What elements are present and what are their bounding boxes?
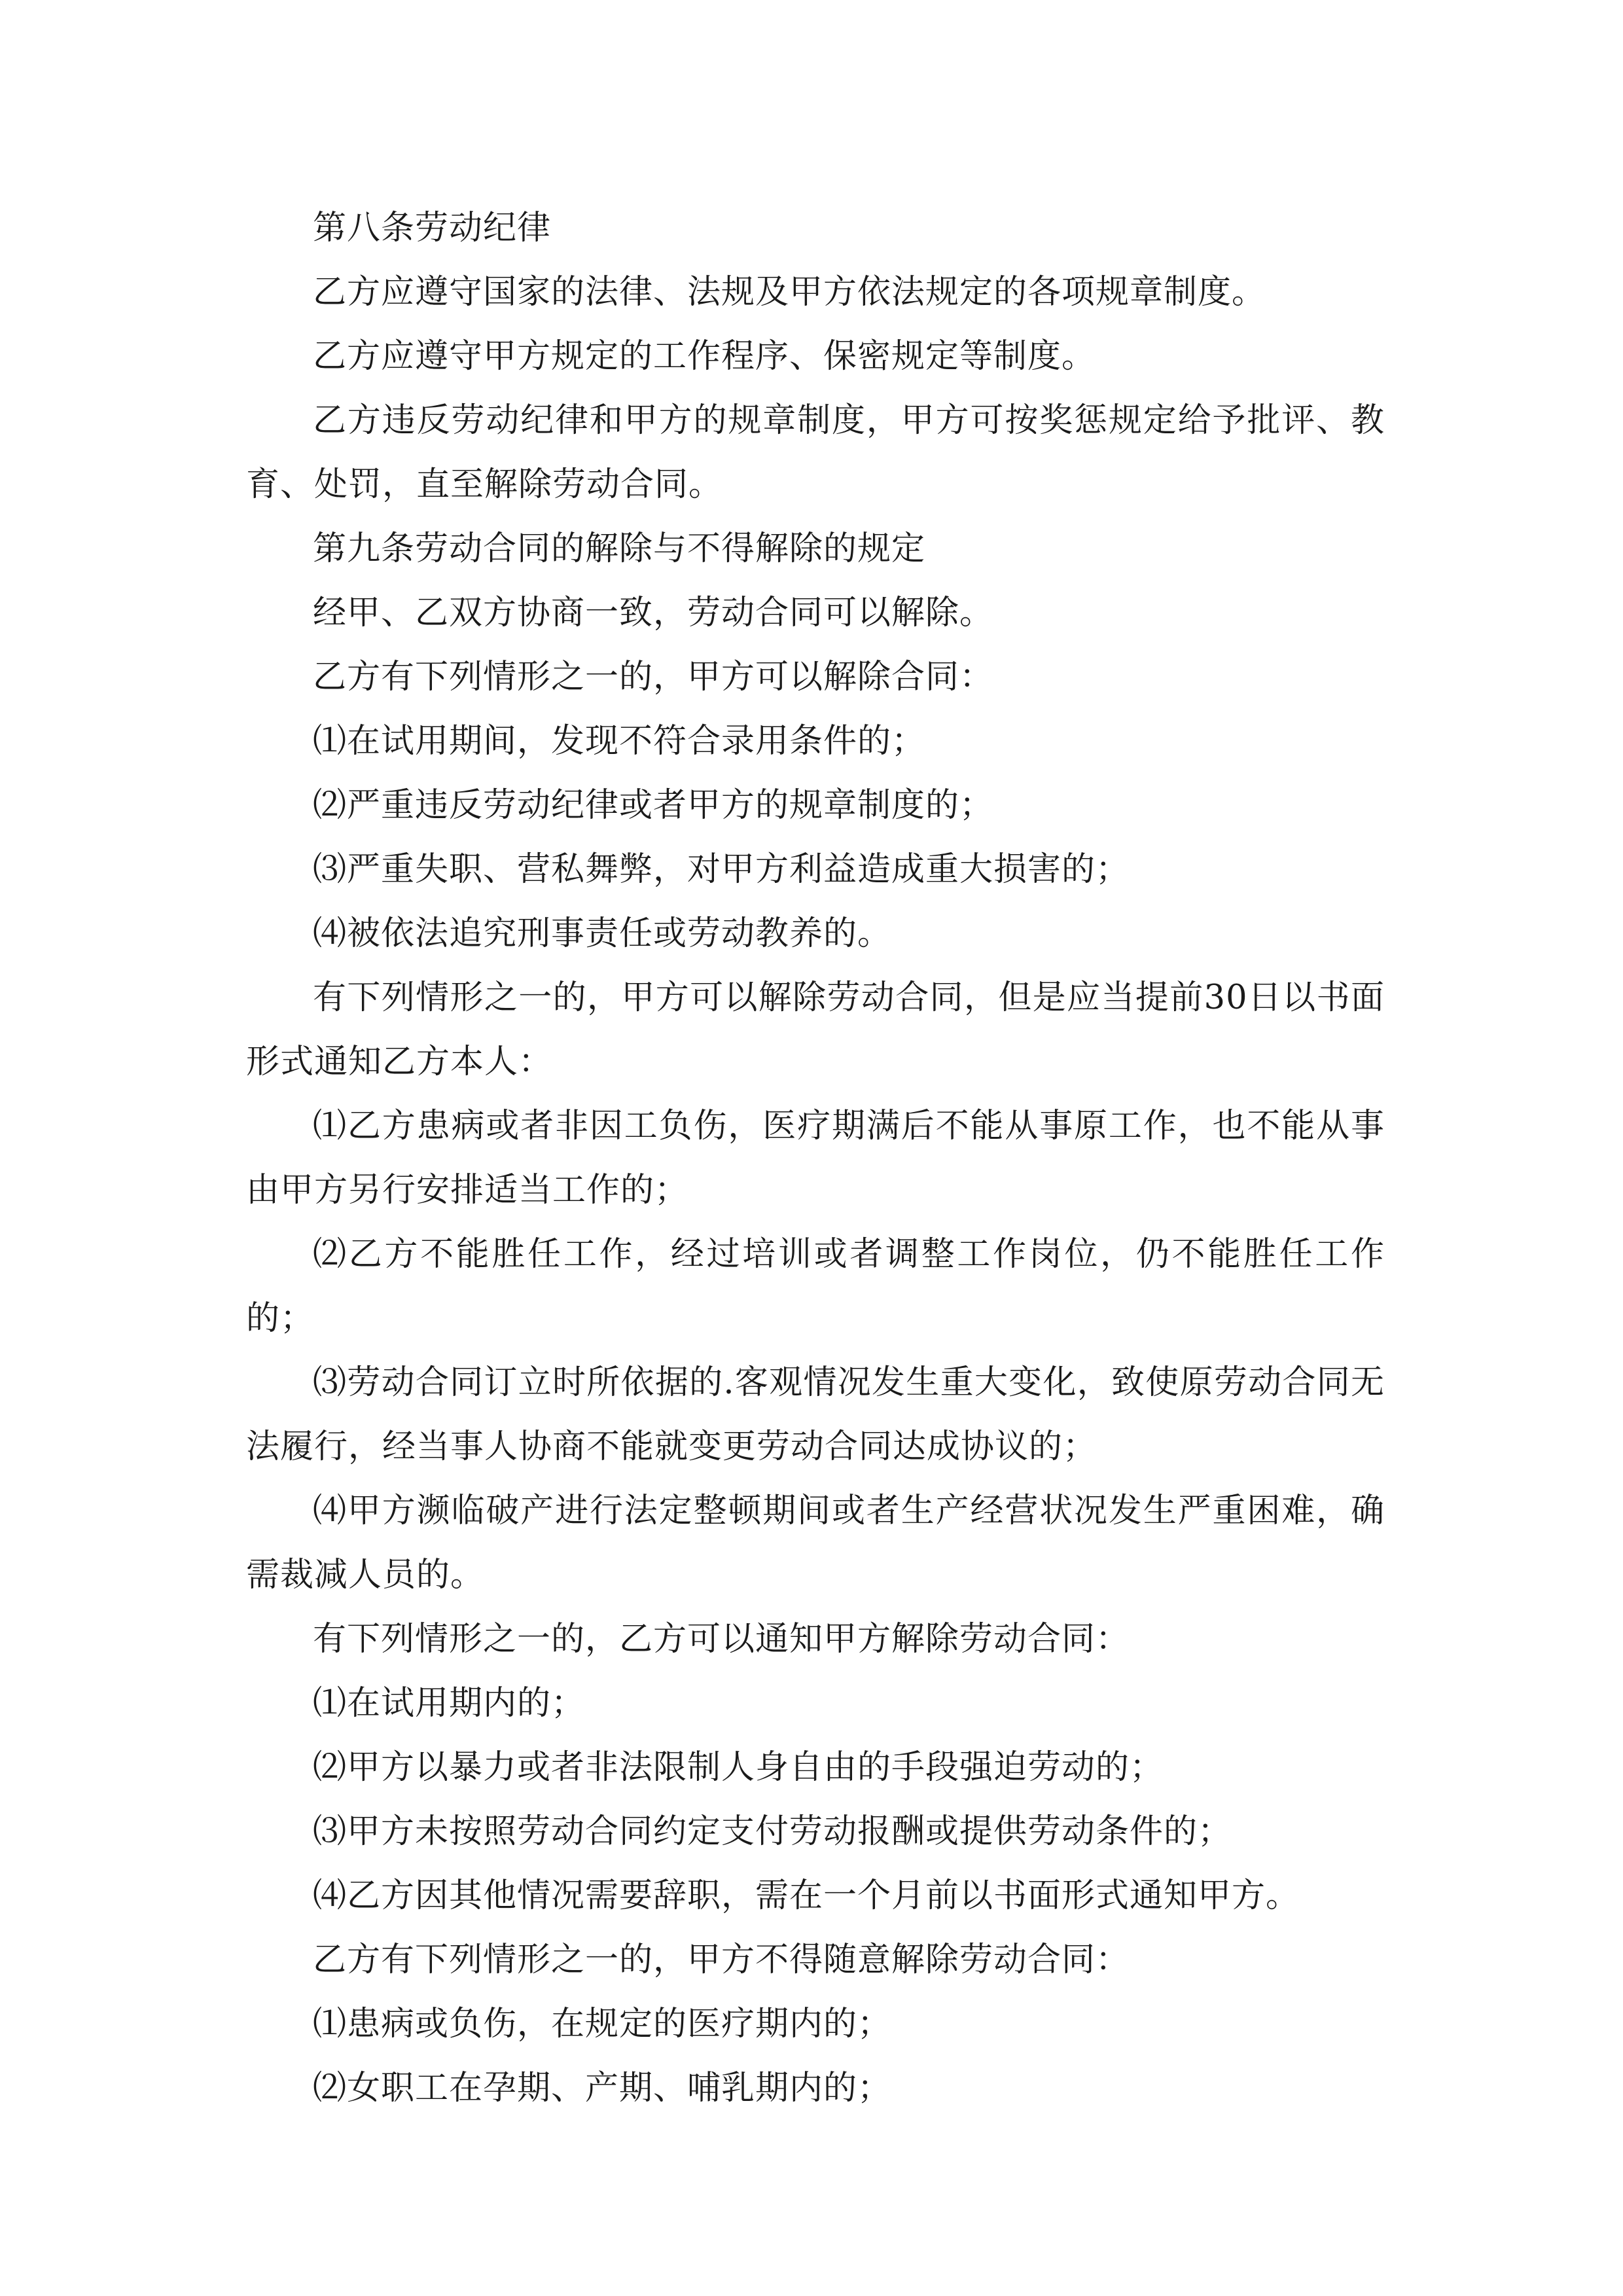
- list-item: ⑷被依法追究刑事责任或劳动教养的。: [313, 914, 892, 953]
- document-body: [246, 196, 1385, 2121]
- list-item: ⑷甲方濒临破产进行法定整顿期间或者生产经营状况发生严重困难，确需裁减人员的。: [246, 1492, 1385, 1594]
- paragraph: 乙方应遵守甲方规定的工作程序、保密规定等制度。: [313, 337, 1096, 376]
- paragraph: 乙方有下列情形之一的，甲方不得随意解除劳动合同：: [313, 1941, 1130, 1979]
- list-item: ⑷乙方因其他情况需要辞职，需在一个月前以书面形式通知甲方。: [313, 1876, 1300, 1915]
- paragraph: 乙方有下列情形之一的，甲方可以解除合同：: [313, 658, 994, 696]
- list-item: ⑵乙方不能胜任工作，经过培训或者调整工作岗位，仍不能胜任工作的；: [246, 1235, 1385, 1338]
- list-item: ⑶甲方未按照劳动合同约定支付劳动报酬或提供劳动条件的；: [313, 1812, 1232, 1851]
- list-item: ⑶严重失职、营私舞弊，对甲方利益造成重大损害的；: [313, 850, 1130, 889]
- list-item: ⑴在试用期间，发现不符合录用条件的；: [313, 722, 926, 761]
- paragraph: 有下列情形之一的，乙方可以通知甲方解除劳动合同：: [313, 1620, 1130, 1659]
- paragraph: 有下列情形之一的，甲方可以解除劳动合同，但是应当提前30日以书面形式通知乙方本人：: [246, 978, 1385, 1081]
- list-item: ⑴患病或负伤，在规定的医疗期内的；: [313, 2005, 892, 2043]
- list-item: ⑶劳动合同订立时所依据的.客观情况发生重大变化，致使原劳动合同无法履行，经当事人协商不能就变更劳动合同达成协议的；: [246, 1363, 1385, 1466]
- paragraph: 乙方违反劳动纪律和甲方的规章制度，甲方可按奖惩规定给予批评、教育、处罚，直至解除劳动合同。: [246, 401, 1385, 504]
- list-item: ⑵甲方以暴力或者非法限制人身自由的手段强迫劳动的；: [313, 1748, 1164, 1787]
- list-item: ⑵严重违反劳动纪律或者甲方的规章制度的；: [313, 786, 994, 825]
- list-item: ⑵女职工在孕期、产期、哺乳期内的；: [313, 2069, 892, 2108]
- paragraph: 乙方应遵守国家的法律、法规及甲方依法规定的各项规章制度。: [313, 273, 1266, 312]
- list-item: ⑴在试用期内的；: [313, 1684, 586, 1723]
- list-item: ⑴乙方患病或者非因工负伤，医疗期满后不能从事原工作，也不能从事由甲方另行安排适当工作的；: [246, 1107, 1385, 1210]
- article-8-heading: 第八条劳动纪律: [313, 209, 552, 247]
- paragraph: 经甲、乙双方协商一致，劳动合同可以解除。: [313, 594, 994, 632]
- article-9-heading: 第九条劳动合同的解除与不得解除的规定: [313, 529, 926, 568]
